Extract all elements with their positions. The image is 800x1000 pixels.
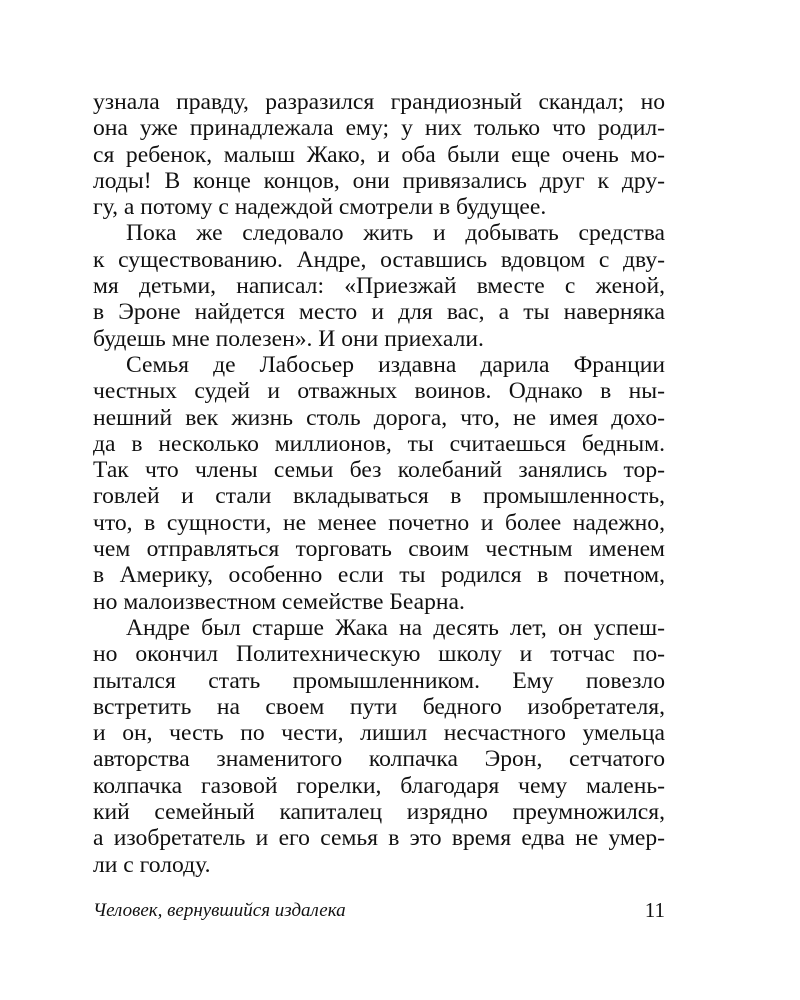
text-line: честных судей и отважных воинов. Однако в ны- <box>93 378 665 405</box>
text-line: лоды! В конце концов, они привязались друг к дру- <box>93 167 665 194</box>
text-line: ся ребенок, малыш Жако, и оба были еще очень мо- <box>93 141 665 168</box>
text-line: кий семейный капиталец изрядно преумножился, <box>93 799 665 826</box>
text-line: но окончил Политехническую школу и тотчас по- <box>93 641 665 668</box>
text-line: она уже принадлежала ему; у них только что родил- <box>93 115 665 142</box>
text-line: говлей и стали вкладываться в промышленность, <box>93 483 665 510</box>
text-line: будешь мне полезен». И они приехали. <box>93 325 484 352</box>
text-line: да в несколько миллионов, ты считаешься бедным. <box>93 430 665 457</box>
text-line: узнала правду, разразился грандиозный скандал; но <box>93 89 665 115</box>
text-line: Семья де Лабосьер издавна дарила Франции <box>126 351 665 378</box>
text-line: нешний век жизнь столь дорога, что, не имея дохо- <box>93 404 665 431</box>
text-line: но малоизвестном семействе Беарна. <box>93 588 465 615</box>
text-line: Андре был старше Жака на десять лет, он успеш- <box>126 614 665 641</box>
text-line: пытался стать промышленником. Ему повезло <box>93 667 665 694</box>
body-text <box>93 89 665 878</box>
text-line: и он, честь по чести, лишил несчастного умельца <box>93 720 665 747</box>
text-line: колпачка газовой горелки, благодаря чему малень- <box>93 772 665 799</box>
text-line: ли с голоду. <box>93 851 211 878</box>
text-line: авторства знаменитого колпачка Эрон, сетчатого <box>93 746 665 773</box>
page-number: 11 <box>644 898 665 922</box>
text-line: мя детьми, написал: «Приезжай вместе с женой, <box>93 273 665 300</box>
text-line: в Эроне найдется место и для вас, а ты наверняка <box>93 299 665 326</box>
text-line: что, в сущности, не менее почетно и более надежно, <box>93 509 665 536</box>
text-line: в Америку, особенно если ты родился в почетном, <box>93 562 665 589</box>
text-line: гу, а потому с надеждой смотрели в будущее. <box>93 194 547 221</box>
text-line: чем отправляться торговать своим честным именем <box>93 536 665 563</box>
text-line: Так что члены семьи без колебаний занялись тор- <box>93 457 665 484</box>
text-line: встретить на своем пути бедного изобретателя, <box>93 693 665 720</box>
text-line: к существованию. Андре, оставшись вдовцом с дву- <box>93 246 665 273</box>
text-line: Пока же следовало жить и добывать средства <box>126 220 665 247</box>
text-line: а изобретатель и его семья в это время едва не умер- <box>93 825 665 852</box>
running-title: Человек, вернувшийся издалека <box>93 900 346 921</box>
